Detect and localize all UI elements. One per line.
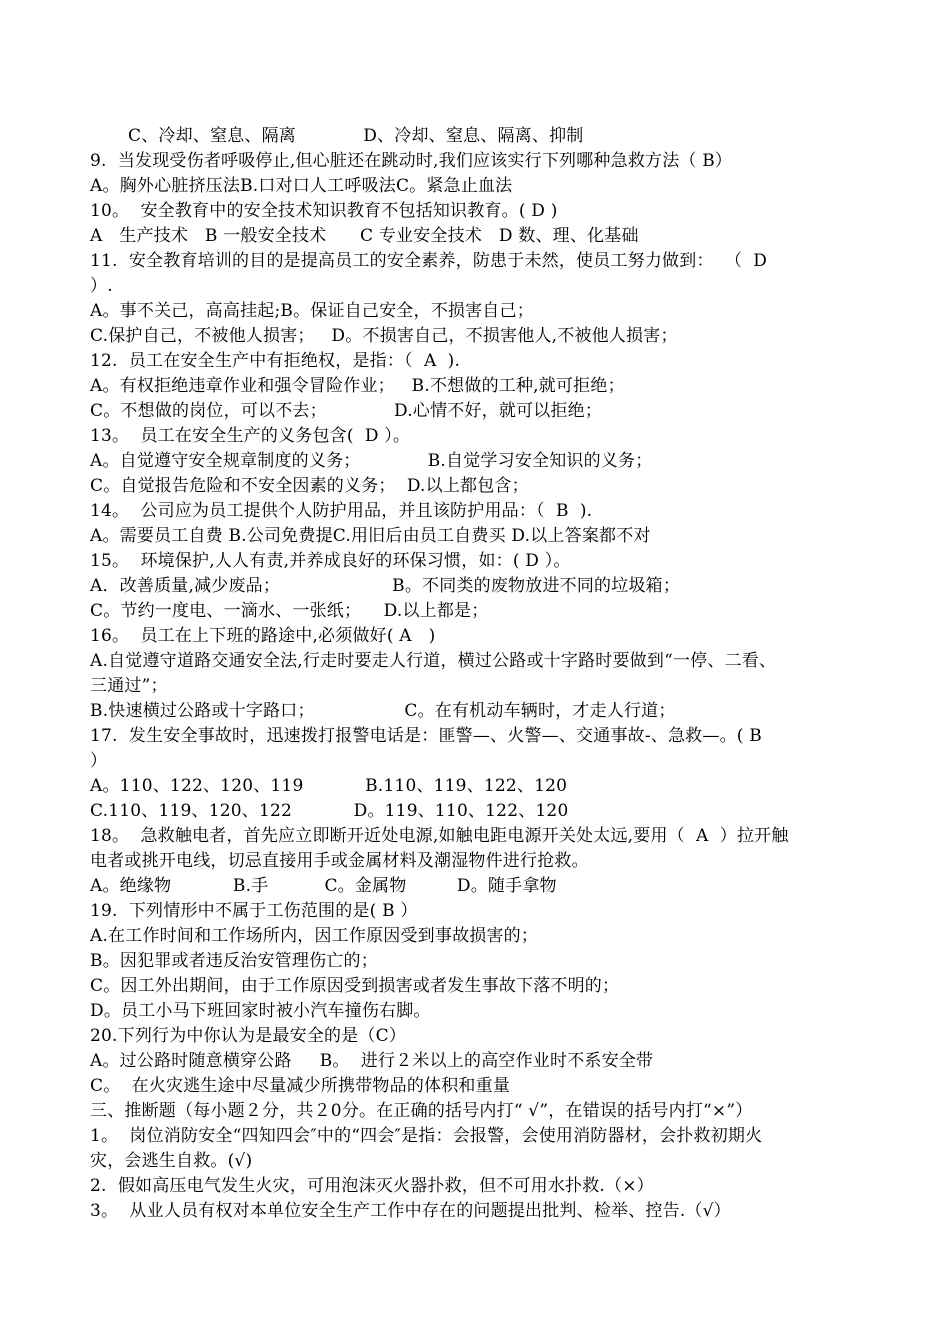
text-line: D。员工小马下班回家时被小汽车撞伤右脚。 bbox=[90, 1001, 431, 1021]
text-line: C。自觉报告危险和不安全因素的义务； D.以上都包含； bbox=[90, 476, 529, 496]
text-line: C.保护自己，不被他人损害； D。不损害自己，不损害他人,不被他人损害； bbox=[90, 326, 678, 346]
text-line: 电者或挑开电线，切忌直接用手或金属材料及潮湿物件进行抢救。 bbox=[90, 851, 589, 871]
text-line: A。绝缘物 B.手 C。金属物 D。随手拿物 bbox=[90, 876, 557, 896]
text-line: ） bbox=[90, 751, 108, 771]
text-line: 17. 发生安全事故时，迅速拨打报警电话是：匪警—、火警—、交通事故-、急救—。( B bbox=[90, 726, 762, 746]
text-line: 14。 公司应为员工提供个人防护用品，并且该防护用品：（ B ). bbox=[90, 501, 593, 521]
text-line: B。因犯罪或者违反治安管理伤亡的； bbox=[90, 951, 378, 971]
section-heading: 三、推断题（每小题２分，共２0分。在正确的括号内打“ √”，在错误的括号内打“×”） bbox=[90, 1101, 753, 1121]
text-line: B.快速横过公路或十字路口； C。在有机动车辆时，才走人行道； bbox=[90, 701, 676, 721]
text-line: 18。 急救触电者，首先应立即断开近处电源,如触电距电源开关处太远,要用（ A ）拉开触 bbox=[90, 826, 789, 846]
text-line: A.在工作时间和工作场所内，因工作原因受到事故损害的； bbox=[90, 926, 539, 946]
text-line: A 生产技术 B 一般安全技术 C 专业安全技术 D 数、理、化基础 bbox=[90, 226, 639, 246]
text-line: C。因工外出期间，由于工作原因受到损害或者发生事故下落不明的； bbox=[90, 976, 620, 996]
text-line: A.自觉遵守道路交通安全法,行走时要走人行道，横过公路或十字路时要做到“一停、二看、 bbox=[90, 651, 777, 671]
text-line: 16。 员工在上下班的路途中,必须做好( A ) bbox=[90, 626, 436, 646]
text-line: 灾，会逃生自救。(√) bbox=[90, 1151, 253, 1171]
text-line: A。110、122、120、119 B.110、119、122、120 bbox=[90, 776, 568, 796]
text-line: 3。 从业人员有权对本单位安全生产工作中存在的问题提出批判、检举、控告.（√） bbox=[90, 1201, 731, 1221]
text-line: 20.下列行为中你认为是最安全的是（C） bbox=[90, 1026, 407, 1046]
text-line: A。过公路时随意横穿公路 B。 进行２米以上的高空作业时不系安全带 bbox=[90, 1051, 654, 1071]
text-line: C.110、119、120、122 D。119、110、122、120 bbox=[90, 801, 569, 821]
text-line: 9. 当发现受伤者呼吸停止,但心脏还在跳动时,我们应该实行下列哪种急救方法（ B） bbox=[90, 151, 733, 171]
text-line: C、冷却、窒息、隔离 D、冷却、窒息、隔离、抑制 bbox=[128, 126, 584, 146]
text-line: 10。 安全教育中的安全技术知识教育不包括知识教育。( D ) bbox=[90, 201, 558, 221]
text-line: A。事不关己，高高挂起;B。保证自己安全，不损害自己； bbox=[90, 301, 534, 321]
text-line: C。 在火灾逃生途中尽量减少所携带物品的体积和重量 bbox=[90, 1076, 511, 1096]
text-line: 2. 假如高压电气发生火灾，可用泡沫灭火器扑救，但不可用水扑救.（×） bbox=[90, 1176, 654, 1196]
text-line: A。需要员工自费 B.公司免费提C.用旧后由员工自费买 D.以上答案都不对 bbox=[90, 526, 651, 546]
text-line: C。不想做的岗位，可以不去； D.心情不好，就可以拒绝； bbox=[90, 401, 603, 421]
text-line: 1。 岗位消防安全“四知四会″中的“四会″是指：会报警，会使用消防器材，会扑救初期火 bbox=[90, 1126, 763, 1146]
text-line: 13。 员工在安全生产的义务包含( D ）。 bbox=[90, 426, 411, 446]
text-line: A．改善质量,减少废品； B。不同类的废物放进不同的垃圾箱； bbox=[90, 576, 681, 596]
text-line: C。节约一度电、一滴水、一张纸； D.以上都是； bbox=[90, 601, 489, 621]
text-line: A。有权拒绝违章作业和强令冒险作业； B.不想做的工种,就可拒绝； bbox=[90, 376, 625, 396]
text-line: A。自觉遵守安全规章制度的义务； B.自觉学习安全知识的义务； bbox=[90, 451, 653, 471]
text-line: 15。 环境保护,人人有责,并养成良好的环保习惯，如：( D ）。 bbox=[90, 551, 571, 571]
text-line: A。胸外心脏挤压法B.口对口人工呼吸法C。紧急止血法 bbox=[90, 176, 513, 196]
text-line: 三通过”； bbox=[90, 676, 168, 696]
text-line: 19. 下列情形中不属于工伤范围的是( B ） bbox=[90, 901, 418, 921]
text-line: ）. bbox=[90, 276, 113, 296]
text-line: 12. 员工在安全生产中有拒绝权，是指：（ A ). bbox=[90, 351, 461, 371]
text-line: 11. 安全教育培训的目的是提高员工的安全素养，防患于未然，使员工努力做到： （ D bbox=[90, 251, 768, 271]
